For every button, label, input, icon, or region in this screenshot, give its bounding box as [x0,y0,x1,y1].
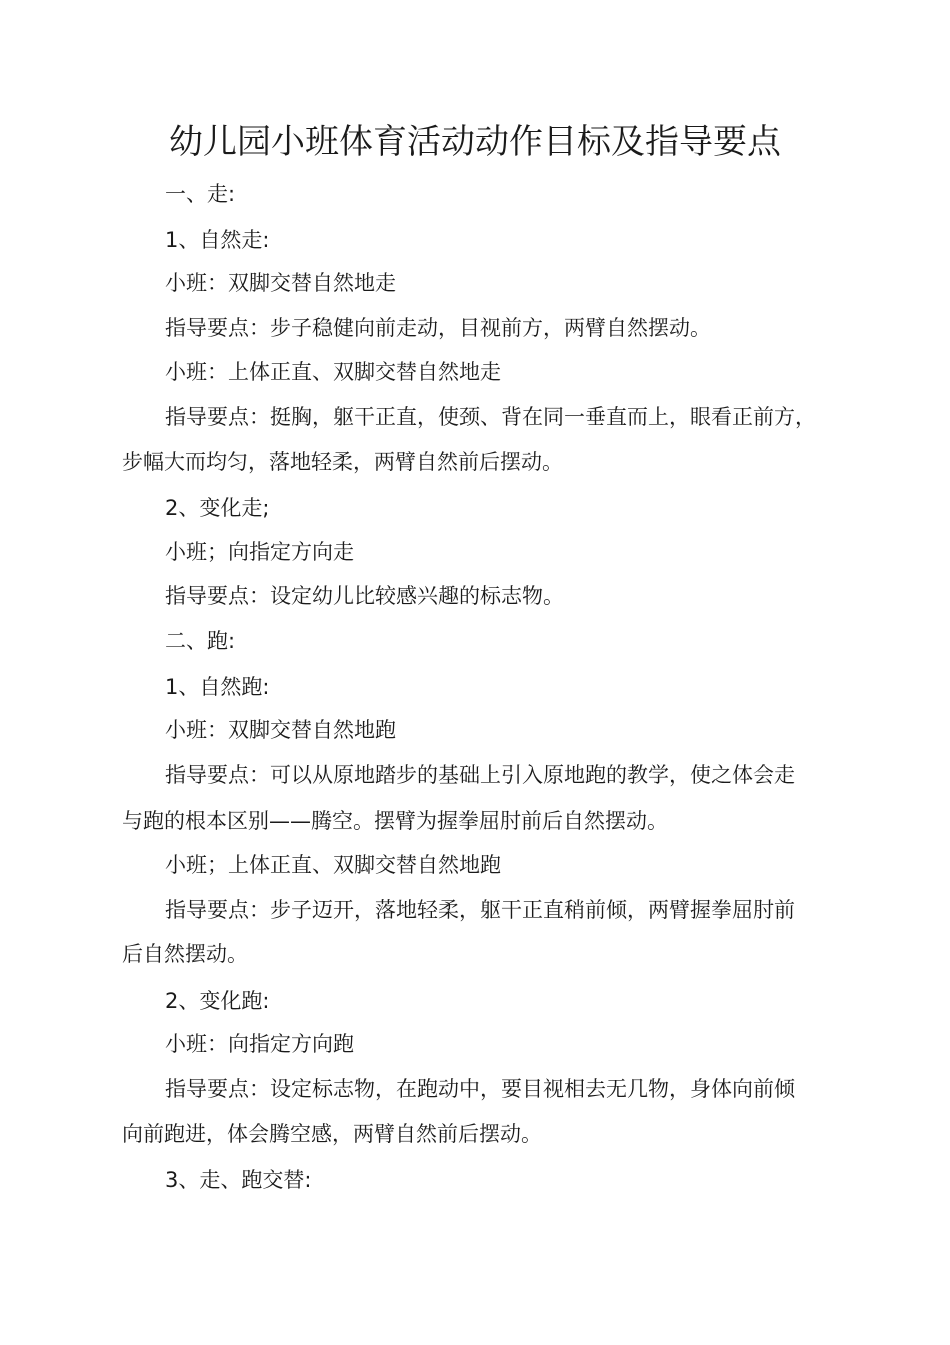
paragraph-line: 小班：双脚交替自然地走 [165,271,396,295]
subsection-heading: 2、变化走; [165,496,270,520]
paragraph-line: 指导要点：步子迈开，落地轻柔，躯干正直稍前倾，两臂握拳屈肘前 [165,898,795,922]
paragraph-line: 步幅大而均匀，落地轻柔，两臂自然前后摆动。 [122,450,563,474]
paragraph-line: 小班；上体正直、双脚交替自然地跑 [165,853,501,877]
paragraph-line: 后自然摆动。 [122,942,248,966]
subsection-heading: 3、走、跑交替: [165,1168,312,1192]
paragraph-line: 小班；向指定方向走 [165,540,354,564]
section-heading-run: 二、跑: [165,629,236,653]
paragraph-line: 指导要点：可以从原地踏步的基础上引入原地跑的教学，使之体会走 [165,763,795,787]
paragraph-line: 指导要点：设定幼儿比较感兴趣的标志物。 [165,584,564,608]
paragraph-line: 指导要点：挺胸，躯干正直，使颈、背在同一垂直而上，眼看正前方， [165,405,816,429]
subsection-heading: 1、自然走: [165,228,270,252]
subsection-heading: 1、自然跑: [165,675,270,699]
page-title: 幼儿园小班体育活动动作目标及指导要点 [169,122,781,162]
paragraph-line: 指导要点：步子稳健向前走动，目视前方，两臂自然摆动。 [165,316,711,340]
paragraph-line: 小班：向指定方向跑 [165,1032,354,1056]
section-heading-walk: 一、走: [165,182,236,206]
paragraph-line: 小班：双脚交替自然地跑 [165,718,396,742]
paragraph-line: 与跑的根本区别——腾空。摆臂为握拳屈肘前后自然摆动。 [122,809,668,833]
paragraph-line: 小班：上体正直、双脚交替自然地走 [165,360,501,384]
paragraph-line: 向前跑进，体会腾空感，两臂自然前后摆动。 [122,1122,542,1146]
subsection-heading: 2、变化跑: [165,989,270,1013]
paragraph-line: 指导要点：设定标志物，在跑动中，要目视相去无几物，身体向前倾 [165,1077,795,1101]
